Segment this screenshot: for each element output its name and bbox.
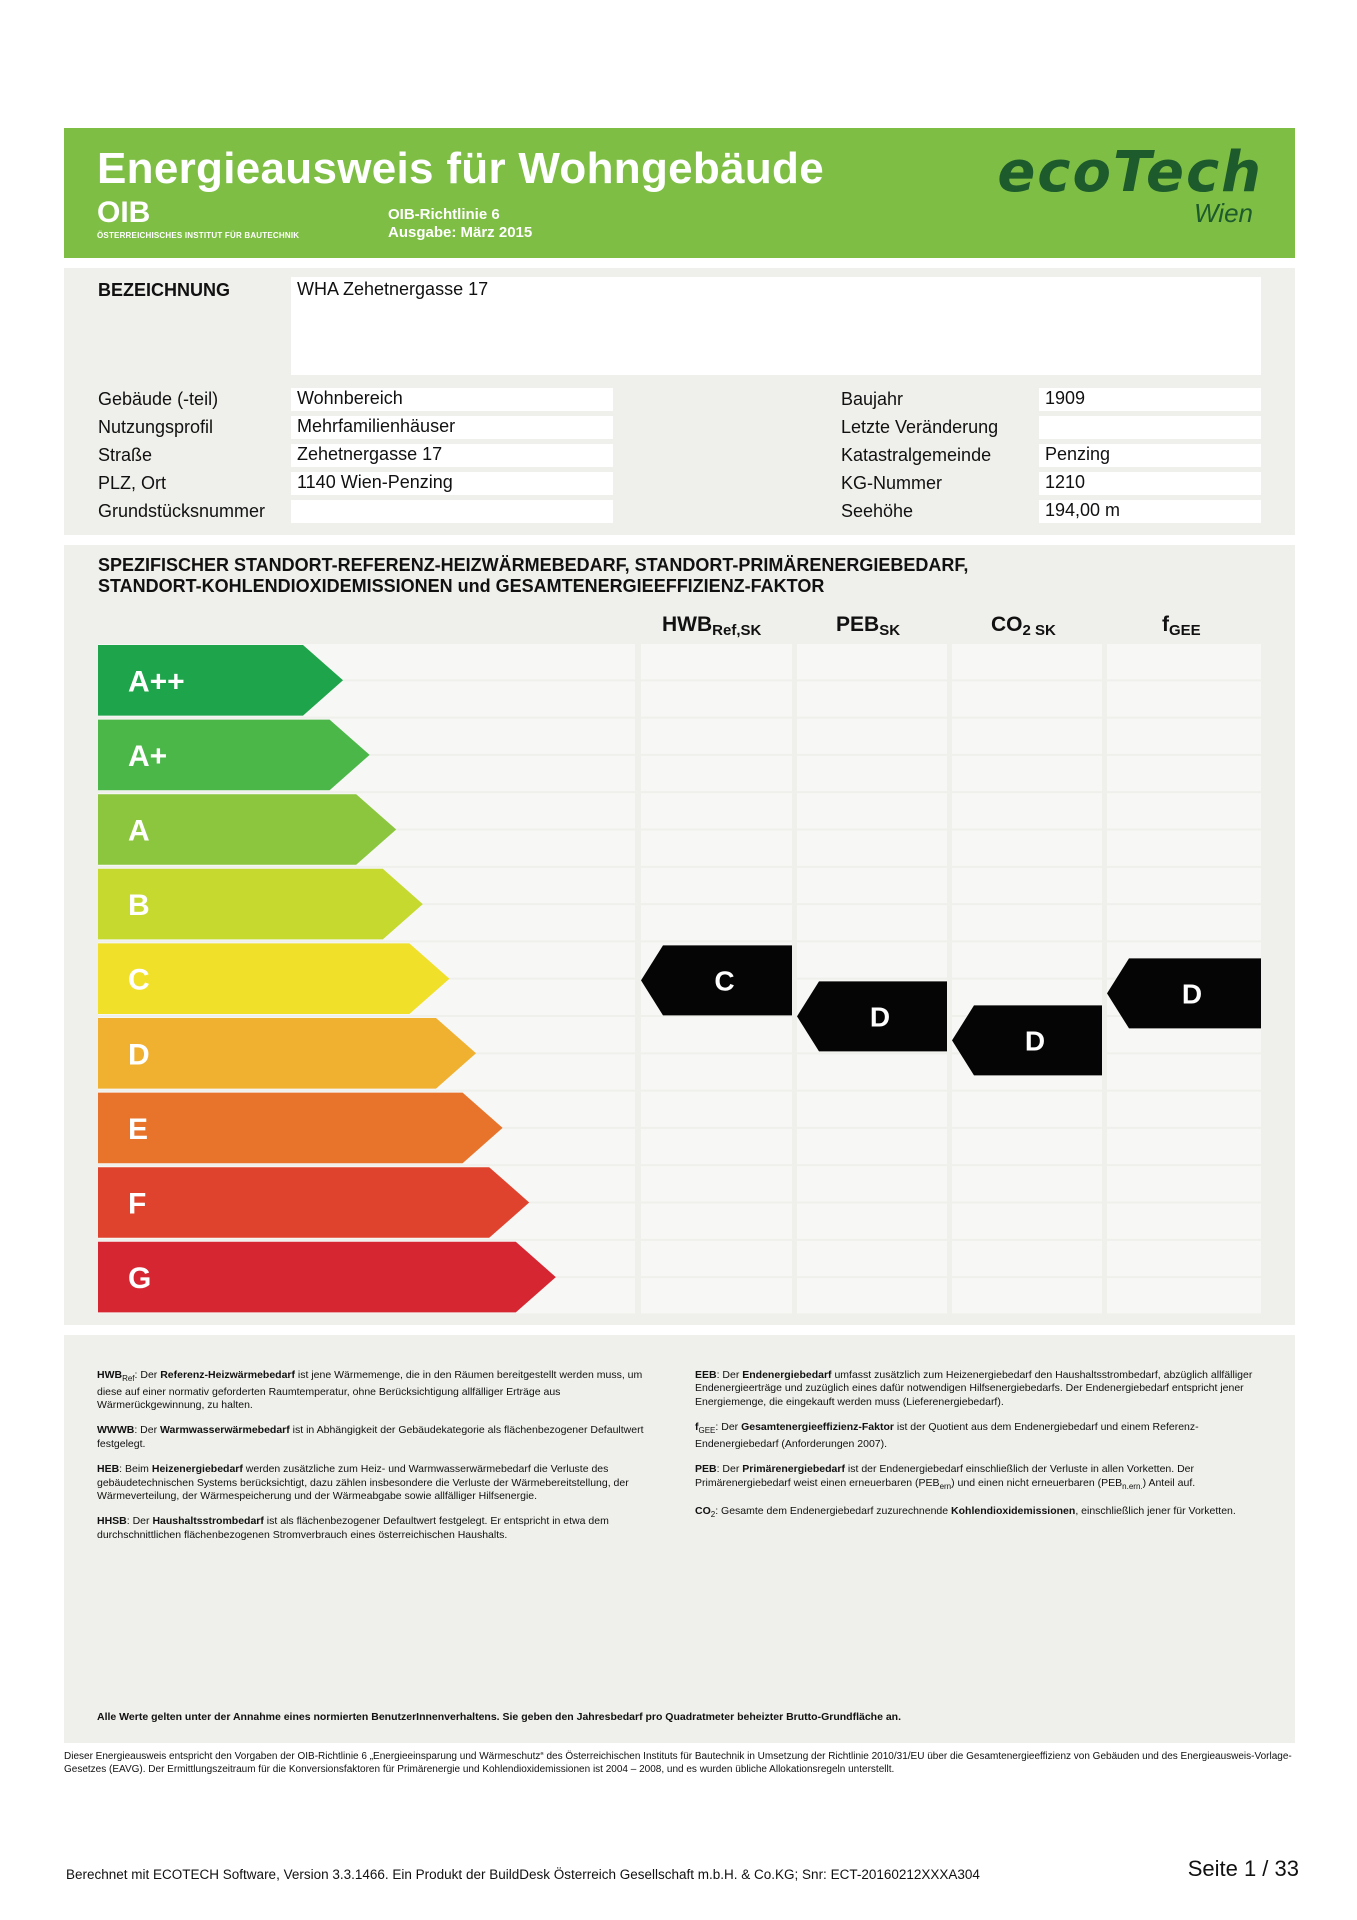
column-header-fgee-sub: GEE [1169,622,1201,639]
scale-title-line2: STANDORT-KOHLENDIOXIDEMISSIONEN und GESAMTENERGIEEFFIZIENZ-FAKTOR [98,576,825,596]
ecotech-logo: ecoTech [997,140,1263,205]
class-label-a: A [128,814,150,848]
header-banner [64,128,1295,258]
all-values-note: Alle Werte gelten unter der Annahme eines normierten BenutzerInnenverhaltens. Sie geben den Jahresbedarf pro Quadratmeter beheizter Brutto-Grundfläche an. [97,1711,902,1723]
class-label-e: E [128,1112,149,1146]
hwb-bold: Referenz-Heizwärmebedarf [160,1369,295,1381]
grid-cell [641,1092,792,1127]
gebaeude-value: Wohnbereich [291,388,613,411]
bezeichnung-label: BEZEICHNUNG [98,280,231,300]
peb-text3: ) Anteil auf. [1142,1476,1196,1489]
fgee-bold: Gesamtenergieeffizienz-Faktor [741,1421,894,1434]
software-footer: Berechnet mit ECOTECH Software, Version 3.3.1466. Ein Produkt der BuildDesk Österreich Gesellschaft m.b.H. & Co.KG; Snr: ECT-20160212XXXA304 [66,1867,980,1882]
strasse-label: Straße [98,445,153,465]
legal-footnote: Dieser Energieausweis entspricht den Vorgaben der OIB-Richtlinie 6 „Energieeinsparung und Wärmeschutz“ des Österreichischen Instituts für Bautechnik in Umsetzung der Richtlinie 2010/31/EU über die Gesamtenergieeffizienz von Gebäuden und des Energieausweis-Vorlage-Gesetzes (EAVG). Der Ermittlungszeitraum für die Konversionsfaktoren für Primärenergie und Kohlendioxidemissionen ist 2004 – 2008, und es wurden übliche Allokationsregeln unterstellt. [64,1751,1292,1775]
definition-co2 [695,1505,1261,1522]
grid-cell [641,1278,792,1313]
class-arrow-c [98,943,449,1014]
strasse-value: Zehetnergasse 17 [291,444,613,467]
wwwb-abbr: WWWB [97,1424,135,1437]
grid-cell [1107,1204,1261,1239]
ausgabe-label: Ausgabe: März 2015 [388,224,533,241]
peb-sub1: ern [939,1481,952,1491]
richtlinie-label: OIB-Richtlinie 6 [388,206,500,223]
grundstuecksnummer-value [291,500,613,523]
energy-scale-panel [64,545,1295,1325]
grid-cell [952,1241,1102,1276]
peb-bold: Primärenergiebedarf [742,1463,845,1476]
grid-cell [641,681,792,716]
definition-hwb [97,1369,663,1412]
grid-cell [952,868,1102,903]
grid-cell [641,719,792,754]
baujahr-value: 1909 [1039,388,1261,411]
grid-cell [797,1166,947,1201]
heb-text: werden zusätzliche zum Heiz- und Warmwasserwärmebedarf die Verluste des gebäudetechnischen Systems berücksichtigt, dazu zählen insbesondere die Verluste der Wärmebereitstellung, der Wärmeverteilung, der Wärmespeicherung und der Wärmeabgabe sowie allfälliger Hilfsenergie. [97,1463,629,1502]
grid-cell [641,1017,792,1052]
grid-cell [641,868,792,903]
hwb-sub: Ref [122,1374,135,1384]
grid-cell [797,1278,947,1313]
column-header-hwb-main: HWB [662,613,713,636]
grid-cell [641,793,792,828]
grid-cell [952,831,1102,866]
grid-cell [952,1092,1102,1127]
grid-cell [797,644,947,679]
hhsb-bold: Haushaltsstrombedarf [152,1515,264,1528]
grid-cell [797,793,947,828]
grid-cell [1107,719,1261,754]
grid-cell [1107,905,1261,940]
letzte-veraenderung-value [1039,416,1261,439]
document-title: Energieausweis für Wohngebäude [97,144,824,193]
definitions-right-column [695,1369,1261,1534]
kg-nummer-label: KG-Nummer [841,473,943,493]
co2-abbr: CO [695,1505,711,1518]
column-header-peb-sub: SK [879,622,901,639]
plz-ort-value: 1140 Wien-Penzing [291,472,613,495]
definition-peb: PEB: Der Primärenergiebedarf ist der Endenergiebedarf einschließlich der Verluste in allen Vorketten. Der Primärenergiebedarf weist einen erneuerbaren $(PEB_{ern})$ und einen nicht erneuerbaren $(PEB_{n.ern.})$ Anteil auf. [695,1463,1196,1491]
column-header-co2-sub: 2 SK [1022,622,1056,639]
grundstuecksnummer-label: Grundstücksnummer [98,501,266,521]
grid-cell [952,719,1102,754]
rating-marker-label-2: D [869,1001,891,1033]
grid-cell [952,681,1102,716]
grid-cell [797,868,947,903]
peb-text2: ) und einen nicht erneuerbaren (PEB [951,1476,1123,1489]
baujahr-label: Baujahr [841,389,904,409]
peb-text1: ist der Endenergiebedarf einschließlich der Verluste in allen Vorketten. Der Primärenergiebedarf weist einen erneuerbaren (PEB [695,1463,1195,1489]
building-info-panel [64,268,1295,535]
grid-cell [1107,793,1261,828]
class-label-aplusplus: A++ [128,665,185,699]
grid-cell [952,905,1102,940]
seehoehe-label: Seehöhe [841,501,914,521]
definition-fgee: $f_{GEE}$: Der Gesamtenergieeffizienz-Faktor ist der Quotient aus dem Endenergiebedarf und einem Referenz-Endenergiebedarf (Anforderungen 2007). [695,1421,1199,1450]
grid-cell [641,644,792,679]
rating-marker-label-4: D [1181,978,1203,1010]
oib-fullname: ÖSTERREICHISCHES INSTITUT FÜR BAUTECHNIK [97,231,300,240]
grid-cell [1107,1241,1261,1276]
page-number: Seite 1 / 33 [1187,1856,1299,1881]
rating-marker-label-1: C [714,965,735,997]
katastralgemeinde-label: Katastralgemeinde [841,445,992,465]
class-arrow-g [98,1242,556,1313]
bezeichnung-value: WHA Zehetnergasse 17 [291,277,1261,375]
wwwb-text: ist in Abhängigkeit der Gebäudekategorie als flächenbezogener Defaultwert festgelegt. [97,1424,644,1450]
class-label-b: B [128,889,150,923]
co2-text2: , einschließlich jener für Vorketten. [1075,1505,1236,1518]
oib-label: OIB [97,196,151,229]
fgee-sub: GEE [698,1426,716,1436]
class-label-aplus: A+ [128,739,168,773]
co2-sub: 2 [710,1510,716,1520]
grid-cell [797,1241,947,1276]
heb-bold: Heizenergiebedarf [151,1463,243,1476]
peb-abbr: PEB [695,1463,717,1476]
grid-cell [952,1166,1102,1201]
grid-cell [797,831,947,866]
grid-cell [797,1129,947,1164]
grid-cell [1107,1054,1261,1089]
column-header-peb-main: PEB [836,613,880,636]
definitions-left-column [97,1369,663,1554]
grid-cell [1107,1092,1261,1127]
grid-cell [641,905,792,940]
co2-text: : Gesamte dem Endenergiebedarf zuzurechnende [715,1505,952,1518]
seehoehe-value: 194,00 m [1039,500,1261,523]
class-label-f: F [128,1187,147,1221]
definition-heb: HEB: Beim Heizenergiebedarf werden zusätzliche zum Heiz- und Warmwasserwärmebedarf die Verluste des gebäudetechnischen Systems berücksichtigt, dazu zählen insbesondere die Verluste der Wärmebereitstellung, der Wärmeverteilung, der Wärmespeicherung und der Wärmeabgabe sowie allfälliger Hilfsenergie. [97,1463,629,1502]
column-header-fgee-main: f [1162,613,1169,636]
grid-cell [952,1129,1102,1164]
ecotech-logo-sub: Wien [1193,198,1253,228]
grid-cell [641,756,792,791]
grid-cell [797,756,947,791]
grid-cell [641,1204,792,1239]
grid-cell [641,1054,792,1089]
grid-cell [952,793,1102,828]
peb-sub2: n.ern. [1122,1481,1143,1491]
kg-nummer-value: 1210 [1039,472,1261,495]
grid-cell [1107,831,1261,866]
grid-cell [1107,644,1261,679]
column-header-co2-main: CO [991,613,1023,636]
class-label-d: D [128,1038,150,1072]
class-arrow-e [98,1093,503,1164]
heb-abbr: HEB [97,1463,120,1476]
class-arrow-f [98,1167,529,1238]
definition-wwwb: WWWB: Der Warmwasserwärmebedarf ist in Abhängigkeit der Gebäudekategorie als flächenbezogener Defaultwert festgelegt. [97,1424,644,1450]
grid-cell [1107,1166,1261,1201]
wwwb-bold: Warmwasserwärmebedarf [160,1424,290,1437]
plz-ort-label: PLZ, Ort [98,473,167,493]
definition-hhsb: HHSB: Der Haushaltsstrombedarf ist als flächenbezogener Defaultwert festgelegt. Er entspricht in etwa dem durchschnittlichen flächenbezogenen Stromverbrauch eines österreichischen Haushalts. [97,1515,609,1541]
definition-eeb: EEB: Der Endenergiebedarf umfasst zusätzlich zum Heizenergiebedarf den Haushaltsstrombedarf, abzüglich allfälliger Endenergieerträge und zuzüglich eines dafür notwendigen Hilfsenergiebedarfs. Der Endenergiebedarf entspricht jener Energiemenge, die eingekauft werden muss (Lieferenergiebedarf). [695,1369,1253,1408]
co2-bold: Kohlendioxidemissionen [951,1505,1076,1518]
energy-class-chart [64,545,1295,1325]
grid-cell [797,1204,947,1239]
nutzungsprofil-label: Nutzungsprofil [98,417,214,437]
class-arrow-d [98,1018,476,1089]
grid-cell [797,719,947,754]
hhsb-abbr: HHSB [97,1515,127,1528]
fgee-abbr: f [695,1421,699,1434]
class-label-c: C [128,963,150,997]
grid-cell [952,1278,1102,1313]
class-label-g: G [128,1262,152,1296]
richtlinie-info [388,206,532,242]
grid-cell [952,1204,1102,1239]
grid-cell [1107,1278,1261,1313]
hwb-abbr: HWB [97,1369,123,1381]
eeb-bold: Endenergiebedarf [742,1369,832,1381]
grid-cell [641,1166,792,1201]
grid-cell [1107,1129,1261,1164]
column-header-hwb-sub: Ref,SK [712,622,762,639]
nutzungsprofil-value: Mehrfamilienhäuser [291,416,613,439]
grid-cell [952,942,1102,977]
grid-cell [797,905,947,940]
gebaeude-label: Gebäude (-teil) [98,389,219,409]
eeb-abbr: EEB [695,1369,717,1381]
fgee-text: ist der Quotient aus dem Endenergiebedarf und einem Referenz-Endenergiebedarf (Anforderungen 2007). [695,1421,1199,1450]
grid-cell [1107,868,1261,903]
hhsb-text: ist als flächenbezogener Defaultwert festgelegt. Er entspricht in etwa dem durchschnittlichen flächenbezogenen Stromverbrauch eines österreichischen Haushalts. [97,1515,609,1541]
hwb-text-pre: : Der [134,1369,161,1381]
grid-cell [1107,681,1261,716]
grid-cell [797,1054,947,1089]
definitions-panel [64,1335,1295,1743]
grid-cell [797,942,947,977]
rating-marker-label-3: D [1024,1025,1046,1057]
grid-cell [952,644,1102,679]
eeb-text: umfasst zusätzlich zum Heizenergiebedarf den Haushaltsstrombedarf, abzüglich allfälliger Endenergieerträge und zuzüglich eines dafür notwendigen Hilfsenergiebedarfs. Der Endenergiebedarf entspricht jener Energiemenge, die eingekauft werden muss (Lieferenergiebedarf). [695,1369,1253,1408]
grid-cell [641,831,792,866]
katastralgemeinde-value: Penzing [1039,444,1261,467]
grid-cell [797,1092,947,1127]
grid-cell [797,681,947,716]
grid-cell [641,1241,792,1276]
grid-cell [1107,756,1261,791]
scale-title-line1: SPEZIFISCHER STANDORT-REFERENZ-HEIZWÄRMEBEDARF, STANDORT-PRIMÄRENERGIEBEDARF, [98,555,969,575]
letzte-veraenderung-label: Letzte Veränderung [841,417,999,437]
grid-cell [641,1129,792,1164]
hwb-text: ist jene Wärmemenge, die in den Räumen bereitgestellt werden muss, um diese auf einer normativ geforderten Raumtemperatur, ohne Berücksichtigung allfälliger Erträge aus Wärmerückgewinnung, zu halten. [97,1369,643,1411]
grid-cell [952,756,1102,791]
